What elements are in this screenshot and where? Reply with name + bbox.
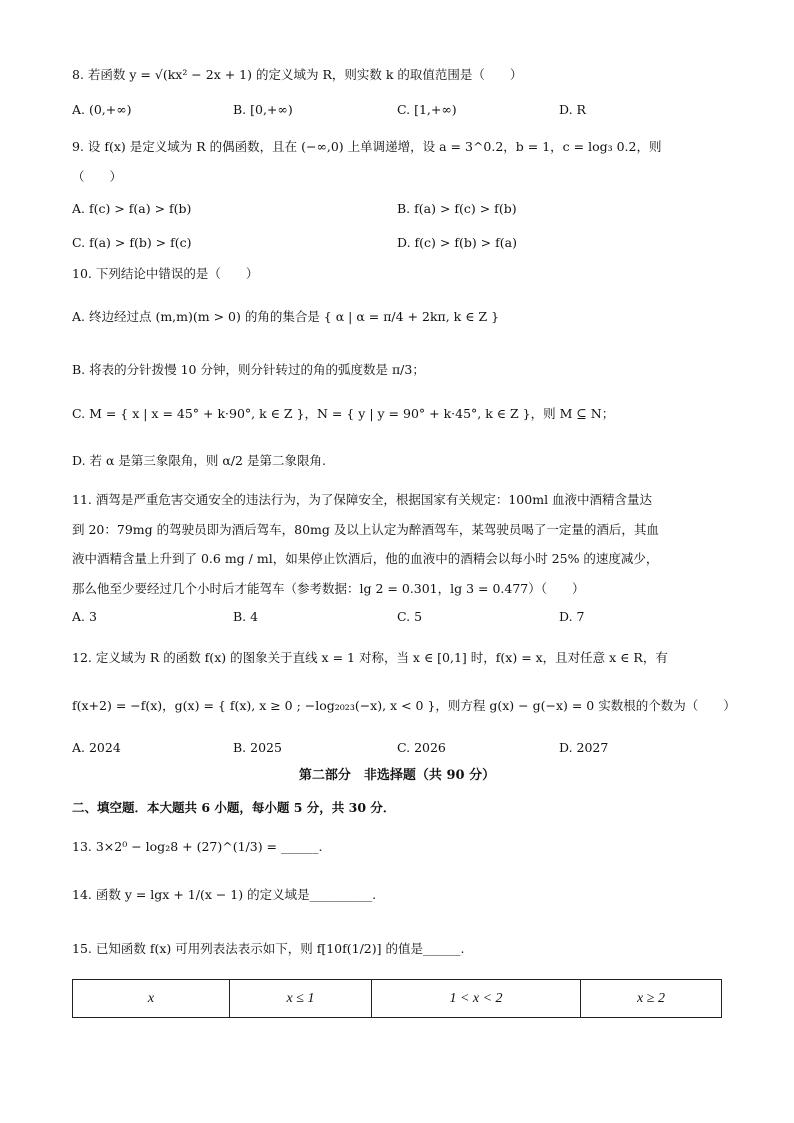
q10-item-d[interactable]: D. 若 α 是第三象限角，则 α/2 是第二象限角. bbox=[72, 453, 326, 468]
q11-option-b[interactable]: B. 4 bbox=[233, 609, 259, 624]
q13-line: 13. 3×2⁰ − log₂8 + (27)^(1/3) = ______. bbox=[72, 839, 323, 854]
q10-item-b[interactable]: B. 将表的分针拨慢 10 分钟，则分针转过的角的弧度数是 π/3； bbox=[72, 362, 425, 377]
q11-line-4: 那么他至少要经过几个小时后才能驾车（参考数据：lg 2 = 0.301，lg 3 = 0.477）（ ） bbox=[72, 581, 585, 596]
q10-item-c[interactable]: C. M = { x | x = 45° + k·90°, k ∈ Z }，N = { y | y = 90° + k·45°, k ∈ Z }，则 M ⊆ N； bbox=[72, 406, 615, 421]
q11-option-d[interactable]: D. 7 bbox=[559, 609, 585, 624]
function-table bbox=[72, 979, 722, 1018]
q10-item-a[interactable]: A. 终边经过点 (m,m)(m > 0) 的角的集合是 { α | α = π/4 + 2kπ, k ∈ Z } bbox=[72, 309, 500, 324]
q12-line-1: 12. 定义域为 R 的函数 f(x) 的图象关于直线 x = 1 对称，当 x ∈ [0,1] 时，f(x) = x，且对任意 x ∈ R，有 bbox=[72, 650, 668, 665]
q11-line-3: 液中酒精含量上升到了 0.6 mg / ml，如果停止饮酒后，他的血液中的酒精会以每小时 25% 的速度减少， bbox=[72, 551, 659, 566]
table-row bbox=[73, 980, 722, 1018]
table-header-between: 1 < x < 2 bbox=[372, 980, 581, 1018]
table-header-ge2: x ≥ 2 bbox=[581, 980, 722, 1018]
q12-option-d[interactable]: D. 2027 bbox=[559, 740, 609, 755]
q9-option-b[interactable]: B. f(a) > f(c) > f(b) bbox=[397, 201, 517, 216]
part-two-heading: 第二部分 非选择题（共 90 分） bbox=[298, 768, 496, 783]
q11-line-2: 到 20：79mg 的驾驶员即为酒后驾车，80mg 及以上认定为醉酒驾车，某驾驶员喝了一定量的酒后，其血 bbox=[72, 522, 659, 537]
q11-option-c[interactable]: C. 5 bbox=[397, 609, 423, 624]
q9-stem-paren: （ ） bbox=[72, 169, 123, 184]
q11-line-1: 11. 酒驾是严重危害交通安全的违法行为，为了保障安全，根据国家有关规定：100ml 血液中酒精含量达 bbox=[72, 492, 653, 507]
q8-stem-text: 8. 若函数 y = √(kx² − 2x + 1) 的定义域为 R，则实数 k 的取值范围是（ ） bbox=[72, 67, 523, 82]
q12-option-a[interactable]: A. 2024 bbox=[72, 740, 121, 755]
q15-line: 15. 已知函数 f(x) 可用列表法表示如下，则 f[10f(1/2)] 的值是______. bbox=[72, 941, 465, 956]
q9-stem: 9. 设 f(x) 是定义域为 R 的偶函数，且在 (−∞,0) 上单调递增，设 a = 3^0.2，b = 1，c = log₃ 0.2，则 bbox=[72, 139, 662, 154]
q10-stem: 10. 下列结论中错误的是（ ） bbox=[72, 266, 259, 281]
q9-option-c[interactable]: C. f(a) > f(b) > f(c) bbox=[72, 235, 192, 250]
q9-option-d[interactable]: D. f(c) > f(b) > f(a) bbox=[397, 235, 517, 250]
q14-line: 14. 函数 y = lgx + 1/(x − 1) 的定义域是__________. bbox=[72, 887, 377, 902]
q12-option-c[interactable]: C. 2026 bbox=[397, 740, 446, 755]
q11-option-a[interactable]: A. 3 bbox=[72, 609, 97, 624]
q8-option-d[interactable]: D. R bbox=[559, 102, 586, 117]
q8-option-a[interactable]: A. (0,+∞) bbox=[72, 102, 132, 117]
q8-option-c[interactable]: C. [1,+∞) bbox=[397, 102, 457, 117]
q8-option-b[interactable]: B. [0,+∞) bbox=[233, 102, 293, 117]
q12-option-b[interactable]: B. 2025 bbox=[233, 740, 282, 755]
q9-option-a[interactable]: A. f(c) > f(a) > f(b) bbox=[72, 201, 192, 216]
q12-line-2: f(x+2) = −f(x)，g(x) = { f(x), x ≥ 0 ; −log₂₀₂₃(−x), x < 0 }，则方程 g(x) − g(−x) = 0 实数根的个数为（ ） bbox=[72, 698, 736, 713]
table-header-le1: x ≤ 1 bbox=[230, 980, 372, 1018]
fill-section-heading: 二、填空题．本大题共 6 小题，每小题 5 分，共 30 分． bbox=[72, 800, 396, 815]
table-header-x: x bbox=[73, 980, 230, 1018]
